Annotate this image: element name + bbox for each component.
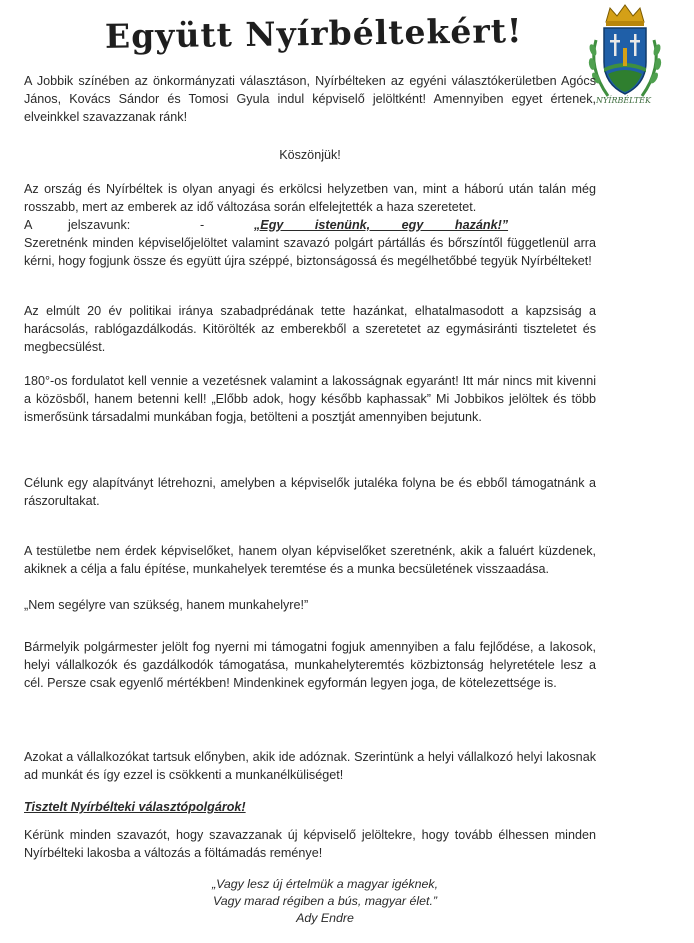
motto-dash: - [200,218,205,232]
coat-of-arms-icon [584,2,666,110]
poem-line-2: Vagy marad régiben a bús, magyar élet.” [212,894,438,908]
poem-line-1: „Vagy lesz új értelmük a magyar igéknek, [211,877,439,891]
paragraph-mayor: Bármelyik polgármester jelölt fog nyerni mi támogatni fogjuk amennyiben a falu fejlődése, a lakosok, helyi vállalkozók és gazdálkodók támogatása, munkahelyteremtés közbiztonság helyretétele lesz a cél. Persze csak egyenlő mértékben! Mindenkinek egyformán legyen joga, de kötelezettsége is. [24,640,596,690]
crest-caption: NYÍRBÉLTEK [596,96,651,105]
paragraph-council: A testületbe nem érdek képviselőket, hanem olyan képviselőket szeretnénk, akik a faluért küzdenek, akiknek a célja a falu építése, munkahelyek teremtése és a munka becsületének visszaadása. [24,544,596,576]
paragraph-appeal: Kérünk minden szavazót, hogy szavazzanak új képviselő jelöltekre, hogy tovább élhessen minden Nyírbélteki lakosba a változás a föltámadás reménye! [24,828,596,860]
poem-author: Ady Endre [296,911,354,925]
page-title: Együtt Nyírbéltekért! [104,11,523,56]
intro-paragraph: A Jobbik színében az önkormányzati választáson, Nyírbélteken az egyéni választókerületben Agócs János, Kovács Sándor és Tomosi Gyula indul képviselő jelöltként! Amennyiben egyet értenek, elveinkkel szavazzanak ránk! [24,74,596,124]
paragraph-request: Szeretnénk minden képviselőjelöltet valamint szavazó polgárt pártállás és bőrszíntől függetlenül arra kérni, hogy fogjunk össze és együtt újra széppé, biztonságossá és megélhetőbbé tegyük Nyírbélteket! [24,236,596,268]
motto-prefix: A [24,218,33,232]
paragraph-situation: Az ország és Nyírbéltek is olyan anyagi és erkölcsi helyzetben van, mint a háború után talán még rosszabb, mert az emberek az idő változása során elfelejtették a haza szeretetet. [24,182,596,214]
motto-label: jelszavunk: [68,218,131,232]
paragraph-foundation: Célunk egy alapítványt létrehozni, amelyben a képviselők jutaléka folyna be és ebből támogatnánk a rászorultakat. [24,476,596,508]
paragraph-turnaround: 180°-os fordulatot kell vennie a vezetésnek valamint a lakosságnak egyaránt! Itt már nincs mit kivenni a közösből, hanem betenni kell! „Előbb adok, hogy később kaphassak” Mi Jobbikos jelöltek és több ismerősünk társadalmi munkában fogja, betölteni a posztját amennyiben bejutunk. [24,374,596,424]
motto-slogan: „Egy istenünk, egy hazánk!” [254,218,509,232]
greeting-heading: Tisztelt Nyírbélteki választópolgárok! [24,800,246,814]
paragraph-entrepreneurs: Azokat a vállalkozókat tartsuk előnyben, akik ide adóznak. Szerintünk a helyi vállalkozó helyi lakosnak ad munkát és így ezzel is csökkenti a munkanélküliséget! [24,750,596,782]
paragraph-past: Az elmúlt 20 év politikai iránya szabadprédának tette hazánkat, elhatalmasodott a kapzsiság a harácsolás, rablógazdálkodás. Kitörölték az emberekből a szeretetet az egymásiránti tiszteletet és megbecsülést. [24,304,596,354]
thanks-line: Köszönjük! [279,148,341,162]
council-quote: „Nem segélyre van szükség, hanem munkahelyre!” [24,598,309,612]
